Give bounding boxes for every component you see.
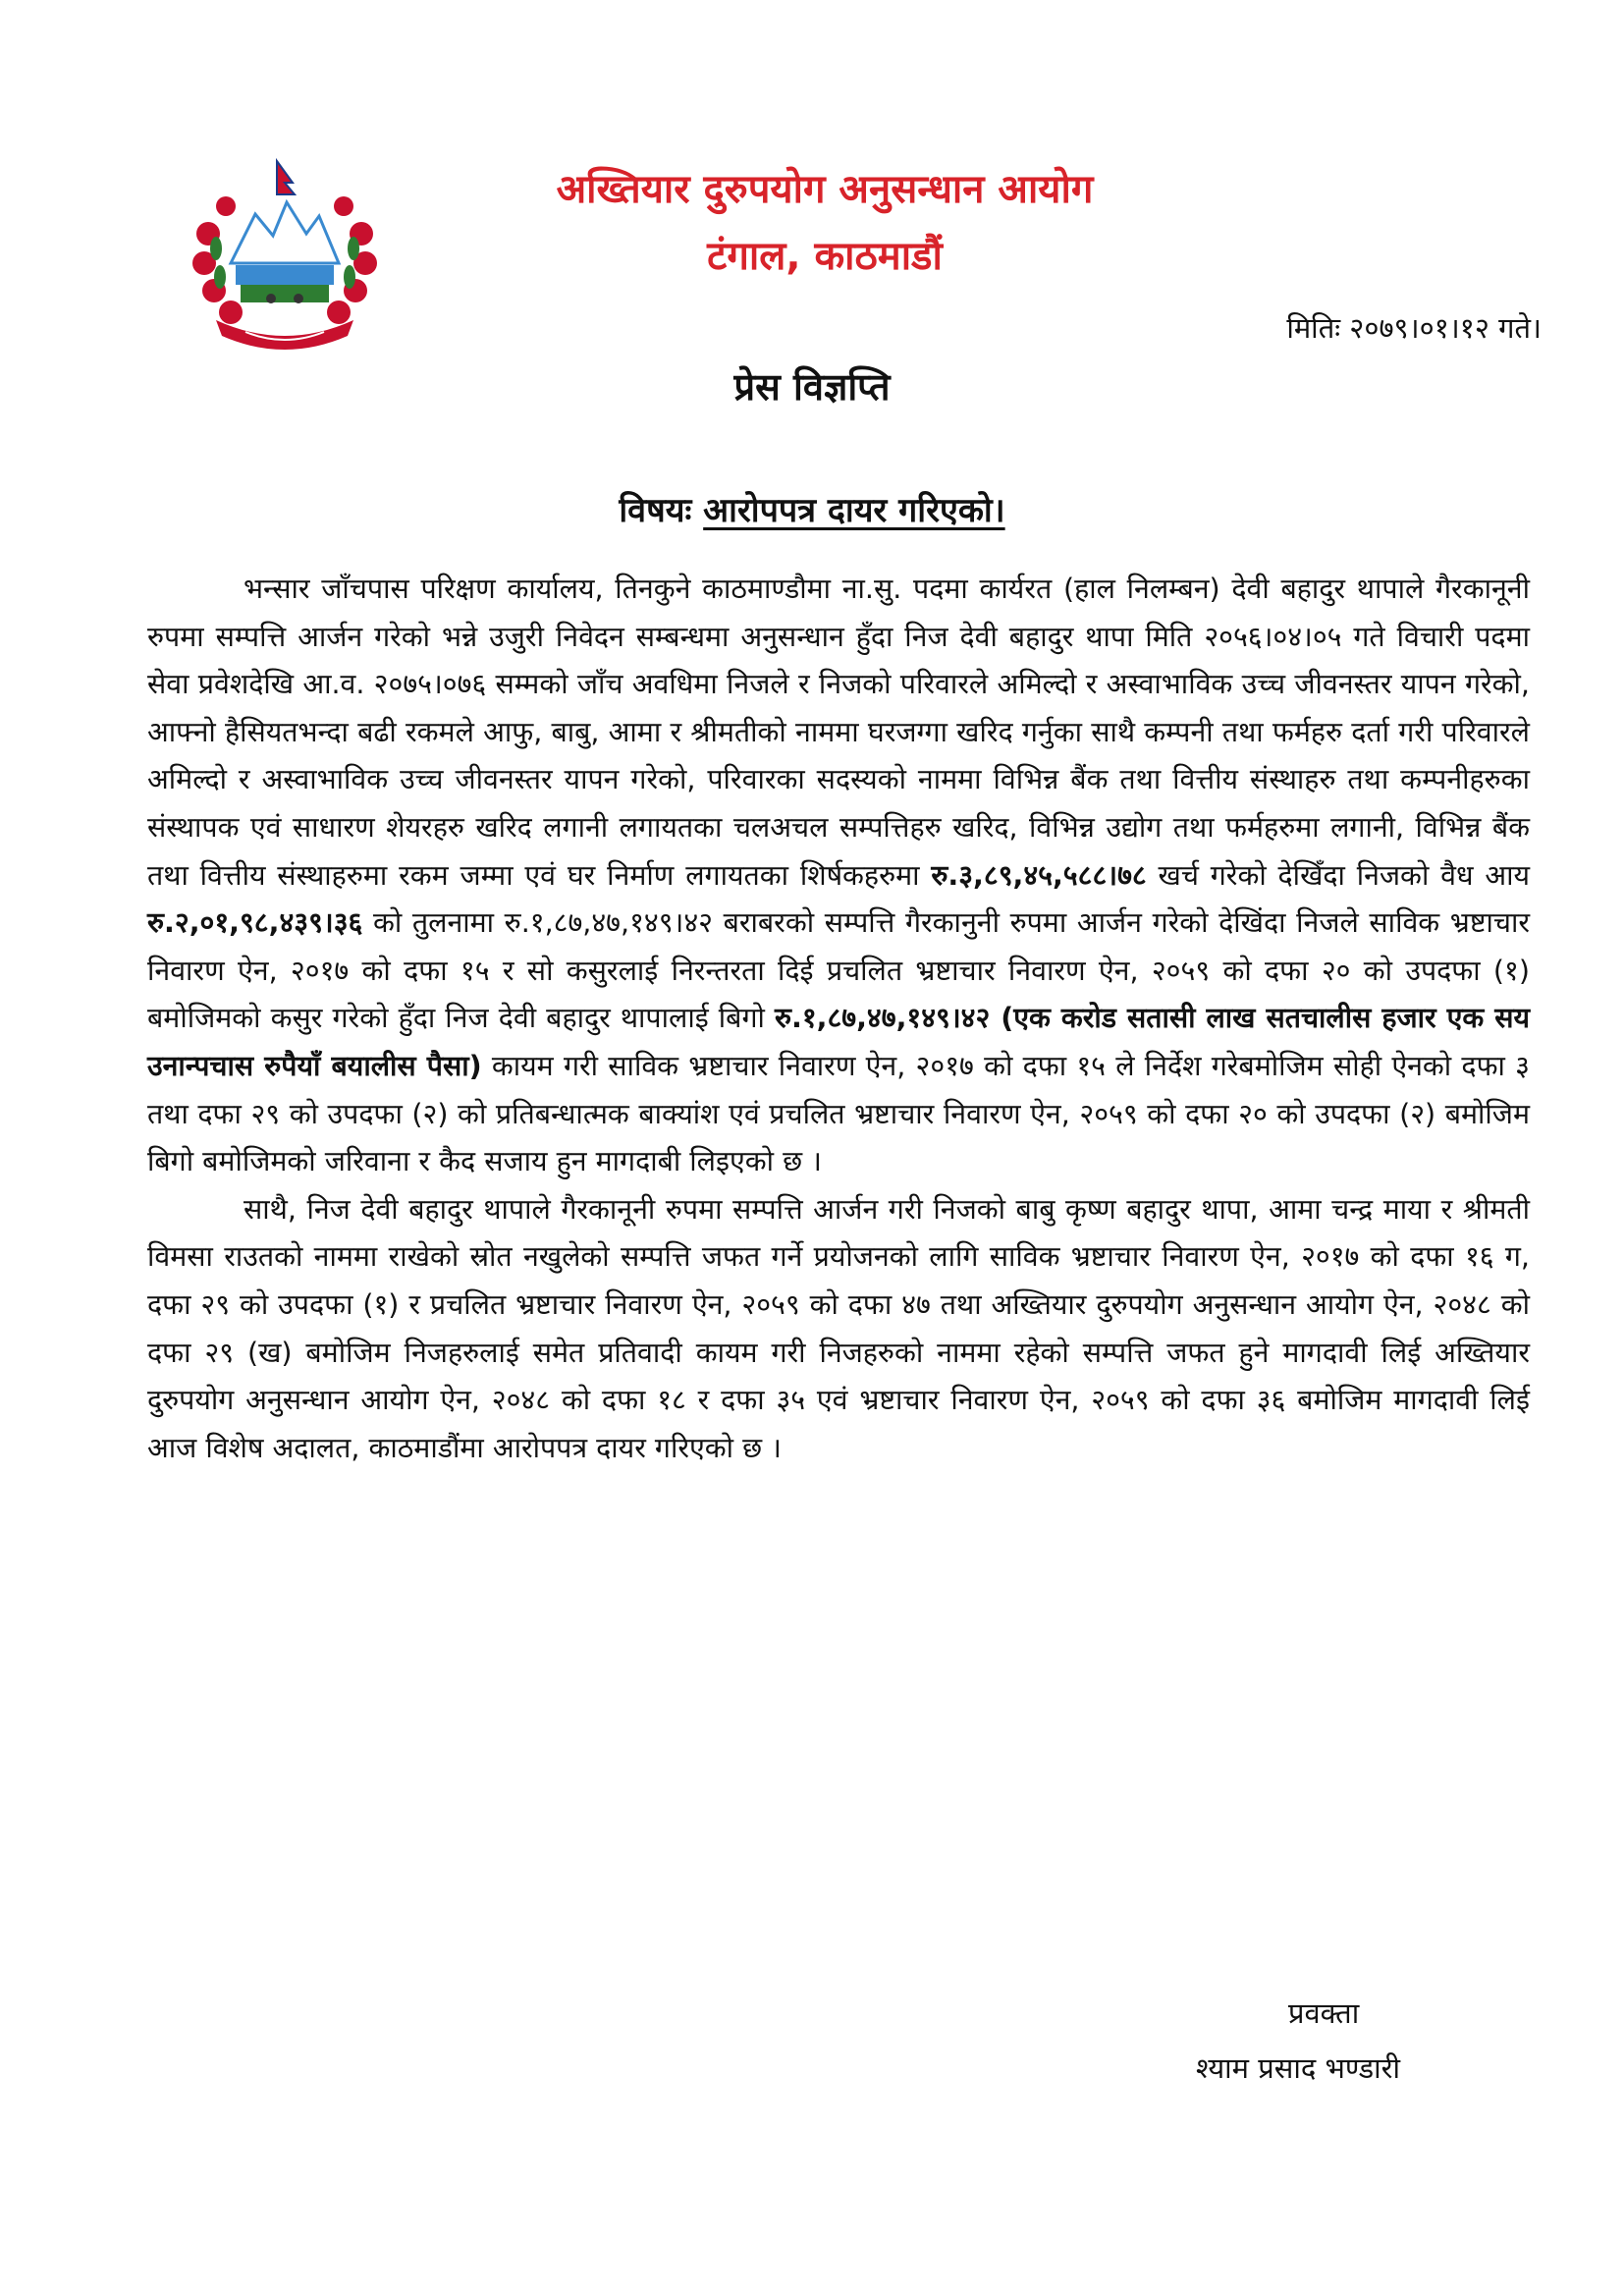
press-date: मितिः २०७९।०१।१२ गते। — [1286, 311, 1542, 345]
subject-value: आरोपपत्र दायर गरिएको। — [703, 491, 1005, 530]
signatory-name: श्याम प्रसाद भण्डारी — [1196, 2051, 1401, 2085]
organization-city: टंगाल, काठमाडौं — [707, 234, 943, 279]
amount-expenditure: रु.३,८९,४५,५८८।७८ — [931, 858, 1147, 892]
government-emblem-icon — [187, 155, 383, 352]
organization-name: अख्तियार दुरुपयोग अनुसन्धान आयोग — [556, 167, 1094, 212]
paragraph-1-part-2: खर्च गरेको देखिँदा निजको वैध आय — [1146, 858, 1530, 892]
subject-line — [0, 485, 1624, 536]
subject-label: विषयः — [619, 491, 692, 530]
paragraph-1-part-3: को तुलनामा रु.१,८७,४७,१४९।४२ बराबरको सम्पत्ति गैरकानुनी रुपमा आर्जन गरेको देखिंदा निजले साविक भ्रष्टाचार निवारण ऐन, २०१७ को दफा १५ र सो कसुरलाई निरन्तरता दिई प्रचलित भ्रष्टाचार निवारण ऐन, २०५९ को दफा २० को उपदफा (१) बमोजिमको कसुर गरेको हुँदा निज देवी बहादुर थापालाई बिगो — [147, 906, 1530, 1035]
paragraph-2: साथै, निज देवी बहादुर थापाले गैरकानूनी रुपमा सम्पत्ति आर्जन गरी निजको बाबु कृष्ण बहादुर थापा, आमा चन्द्र माया र श्रीमती विमसा राउतको नाममा राखेको स्रोत नखुलेको सम्पत्ति जफत गर्ने प्रयोजनको लागि साविक भ्रष्टाचार निवारण ऐन, २०१७ को दफा १६ ग, दफा २९ को उपदफा (१) र प्रचलित भ्रष्टाचार निवारण ऐन, २०५९ को दफा ४७ तथा अख्तियार दुरुपयोग अनुसन्धान आयोग ऐन, २०४८ को दफा २९ (ख) बमोजिम निजहरुलाई समेत प्रतिवादी कायम गरी निजहरुको नाममा रहेको सम्पत्ति जफत हुने मागदावी लिई अख्तियार दुरुपयोग अनुसन्धान आयोग ऐन, २०४८ को दफा १८ र दफा ३५ एवं भ्रष्टाचार निवारण ऐन, २०५९ को दफा ३६ बमोजिम मागदावी लिई आज विशेष अदालत, काठमाडौंमा आरोपपत्र दायर गरिएको छ । — [147, 1192, 1530, 1464]
amount-legal-income: रु.२,०१,९८,४३९।३६ — [147, 906, 363, 940]
amount-claim: रु.१,८७,४७,१४९।४२ (एक करोड सतासी लाख सतचालीस हजार एक सय उनान्पचास रुपैयाँ बयालीस पैसा) — [147, 1002, 1531, 1082]
paragraph-1-part-1: भन्सार जाँचपास परिक्षण कार्यालय, तिनकुने काठमाण्डौमा ना.सु. पदमा कार्यरत (हाल निलम्बन) देवी बहादुर थापाले गैरकानूनी रुपमा सम्पत्ति आर्जन गरेको भन्ने उजुरी निवेदन सम्बन्धमा अनुसन्धान हुँदा निज देवी बहादुर थापा मिति २०५६।०४।०५ गते विचारी पदमा सेवा प्रवेशदेखि आ.व. २०७५।०७६ सम्मको जाँच अवधिमा निजले र निजको परिवारले अमिल्दो र अस्वाभाविक उच्च जीवनस्तर यापन गरेको, आफ्नो हैसियतभन्दा बढी रकमले आफु, बाबु, आमा र श्रीमतीको नाममा घरजग्गा खरिद गर्नुका साथै कम्पनी तथा फर्महरु दर्ता गरी परिवारले अमिल्दो र अस्वाभाविक उच्च जीवनस्तर यापन गरेको, परिवारका सदस्यको नाममा विभिन्न बैंक तथा वित्तीय संस्थाहरु तथा कम्पनीहरुका संस्थापक एवं साधारण शेयरहरु खरिद लगानी लगायतका चलअचल सम्पत्तिहरु खरिद, विभिन्न उद्योग तथा फर्महरुमा लगानी, विभिन्न बैंक तथा वित्तीय संस्थाहरुमा रकम जम्मा एवं घर निर्माण लगायतका शिर्षकहरुमा — [147, 573, 1530, 892]
body-text — [147, 566, 1530, 1472]
paragraph-1-part-4: कायम गरी साविक भ्रष्टाचार निवारण ऐन, २०१७ को दफा १५ ले निर्देश गरेबमोजिम सोही ऐनको दफा ३ तथा दफा २९ को उपदफा (२) को प्रतिबन्धात्मक बाक्यांश एवं प्रचलित भ्रष्टाचार निवारण ऐन, २०५९ को दफा २० को उपदफा (२) बमोजिम बिगो बमोजिमको जरिवाना र कैद सजाय हुन मागदाबी लिइएको छ । — [147, 1049, 1530, 1178]
paragraph-1 — [147, 566, 1530, 1186]
document-title: प्रेस विज्ञप्ति — [733, 365, 891, 409]
signatory-title: प्रवक्ता — [1288, 1996, 1360, 2030]
